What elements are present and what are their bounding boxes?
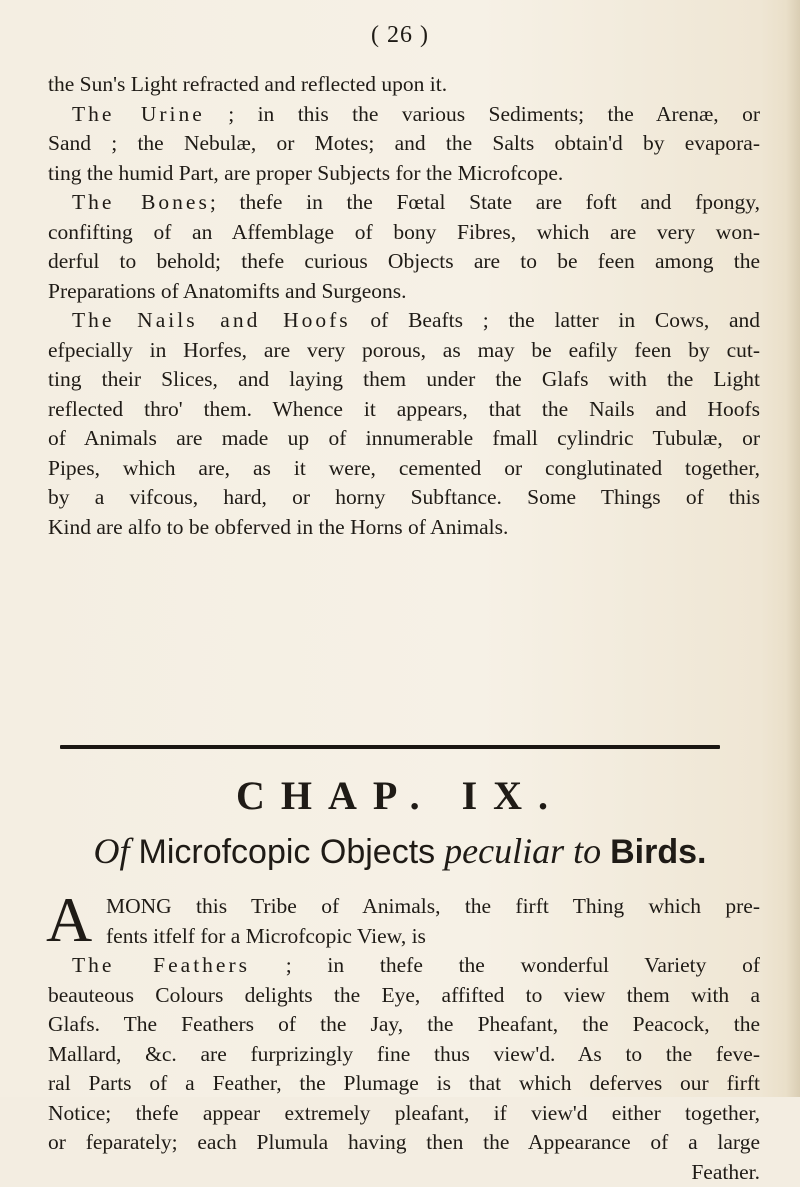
text-line: Pipes, which are, as it were, cemented or conglutinated together, <box>48 454 760 484</box>
text-line: Preparations of Anatomifts and Surgeons. <box>48 277 760 307</box>
text-line: beauteous Colours delights the Eye, affifted to view them with a <box>48 981 760 1011</box>
text-line: ting their Slices, and laying them under the Glafs with the Light <box>48 365 760 395</box>
text-line: of Animals are made up of innumerable fmall cylindric Tubulæ, or <box>48 424 760 454</box>
page-number: ( 26 ) <box>0 22 800 49</box>
chapter-heading: CHAP. IX. <box>0 772 800 819</box>
drop-cap: A <box>46 888 92 952</box>
text-block-top <box>48 70 760 542</box>
text-line: The Nails and Hoofs of Beafts ; the latter in Cows, and <box>48 306 760 336</box>
text-line: Mallard, &c. are furprizingly fine thus view'd. As to the feve- <box>48 1040 760 1070</box>
text-line: Feather. <box>48 1158 760 1187</box>
text-line: confifting of an Affemblage of bony Fibres, which are very won- <box>48 218 760 248</box>
text-line: MONG this Tribe of Animals, the firft Thing which pre- <box>48 892 760 922</box>
text-line: Kind are alfo to be obferved in the Horns of Animals. <box>48 513 760 543</box>
entry-label-nails: The Nails and Hoofs <box>72 308 351 332</box>
entry-label-feathers: The Feathers <box>72 953 250 977</box>
text-line: the Sun's Light refracted and reflected upon it. <box>48 70 760 100</box>
text-line: fents itfelf for a Microfcopic View, is <box>48 922 760 952</box>
entry-label-urine: The Urine <box>72 102 205 126</box>
entry-label-bones: The Bones <box>72 190 210 214</box>
text-line: by a vifcous, hard, or horny Subftance. Some Things of this <box>48 483 760 513</box>
text-line: Glafs. The Feathers of the Jay, the Pheafant, the Peacock, the <box>48 1010 760 1040</box>
text-line: The Urine ; in this the various Sediments; the Arenæ, or <box>48 100 760 130</box>
text-line: ral Parts of a Feather, the Plumage is that which deferves our firft <box>48 1069 760 1099</box>
text-line: derful to behold; thefe curious Objects are to be feen among the <box>48 247 760 277</box>
text-block-bottom <box>48 892 760 1187</box>
text-line: or feparately; each Plumula having then the Appearance of a large <box>48 1128 760 1158</box>
text-line: Notice; thefe appear extremely pleafant, if view'd either together, <box>48 1099 760 1129</box>
text-line: The Feathers ; in thefe the wonderful Variety of <box>48 951 760 981</box>
text-line: The Bones; thefe in the Fœtal State are foft and fpongy, <box>48 188 760 218</box>
text-line: Sand ; the Nebulæ, or Motes; and the Salts obtain'd by evapora- <box>48 129 760 159</box>
page-edge-shadow <box>786 0 800 1097</box>
text-line: efpecially in Horfes, are very porous, as may be eafily feen by cut- <box>48 336 760 366</box>
chapter-subtitle: Of Microfcopic Objects peculiar to Birds. <box>0 830 800 872</box>
section-divider-rule <box>60 745 720 749</box>
text-line: ting the humid Part, are proper Subjects for the Microfcope. <box>48 159 760 189</box>
text-line: reflected thro' them. Whence it appears, that the Nails and Hoofs <box>48 395 760 425</box>
